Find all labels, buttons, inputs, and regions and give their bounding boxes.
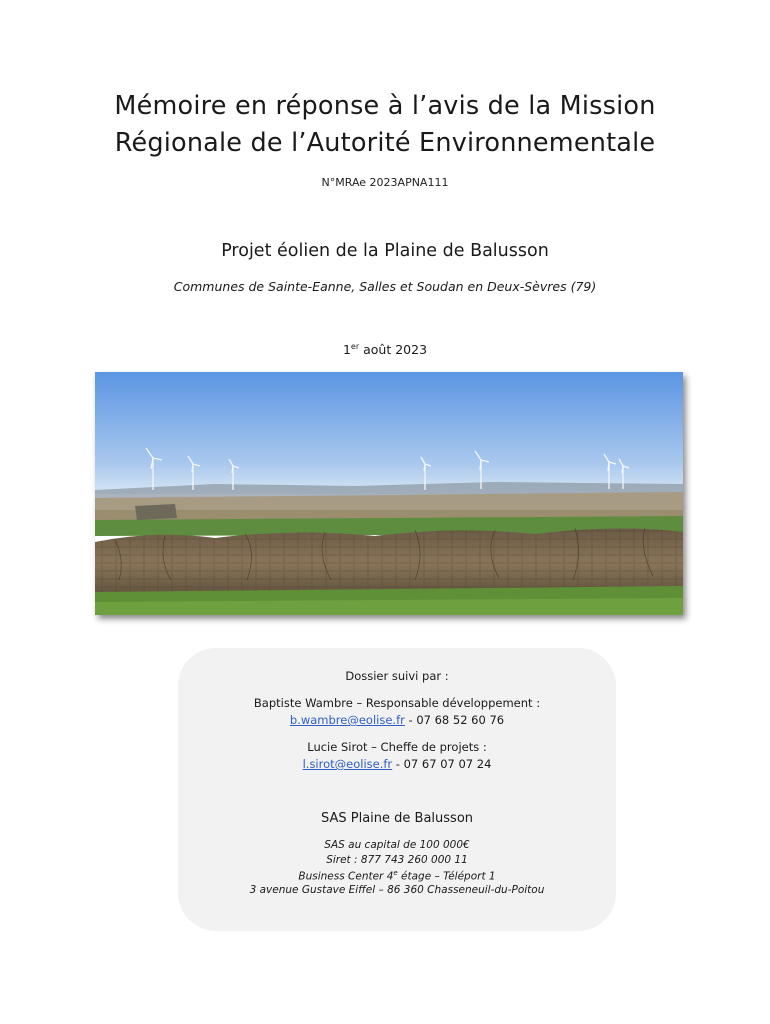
contact2-role: Lucie Sirot – Cheffe de projets : bbox=[307, 740, 487, 754]
building-sup: e bbox=[393, 869, 398, 877]
company-name: SAS Plaine de Balusson bbox=[320, 811, 474, 826]
title-line-2: Régionale de l’Autorité Environnementale bbox=[114, 128, 656, 158]
document-title bbox=[0, 88, 770, 162]
document-date bbox=[0, 342, 770, 357]
building-post: étage – Téléport 1 bbox=[397, 870, 496, 883]
contact2-email-link[interactable]: l.sirot@eolise.fr bbox=[302, 757, 393, 771]
landscape-photo bbox=[95, 372, 683, 615]
contact1-phone: - 07 68 52 60 76 bbox=[404, 713, 505, 727]
title-line-1: Mémoire en réponse à l’avis de la Mission bbox=[114, 91, 656, 121]
company-address: 3 avenue Gustave Eiffel – 86 360 Chasseneuil-du-Poitou bbox=[249, 884, 545, 896]
contact-box bbox=[178, 648, 616, 931]
date-day: 1 bbox=[342, 342, 351, 357]
contact-heading: Dossier suivi par : bbox=[345, 669, 449, 683]
company-building bbox=[178, 869, 616, 883]
company-capital: SAS au capital de 100 000€ bbox=[324, 839, 470, 851]
communes-subtitle: Communes de Sainte-Eanne, Salles et Soudan en Deux-Sèvres (79) bbox=[173, 279, 597, 294]
reference-number: N°MRAe 2023APNA111 bbox=[321, 176, 449, 189]
project-title: Projet éolien de la Plaine de Balusson bbox=[221, 241, 549, 261]
building-pre: Business Center 4 bbox=[298, 870, 394, 883]
contact2-phone: - 07 67 07 07 24 bbox=[392, 757, 492, 771]
contact1-role: Baptiste Wambre – Responsable développement : bbox=[253, 696, 541, 710]
contact2-details bbox=[178, 757, 616, 771]
contact1-details bbox=[178, 713, 616, 727]
company-siret: Siret : 877 743 260 000 11 bbox=[326, 854, 468, 866]
date-rest: août 2023 bbox=[359, 342, 428, 357]
contact1-email-link[interactable]: b.wambre@eolise.fr bbox=[289, 713, 405, 727]
date-suffix: er bbox=[350, 342, 360, 351]
